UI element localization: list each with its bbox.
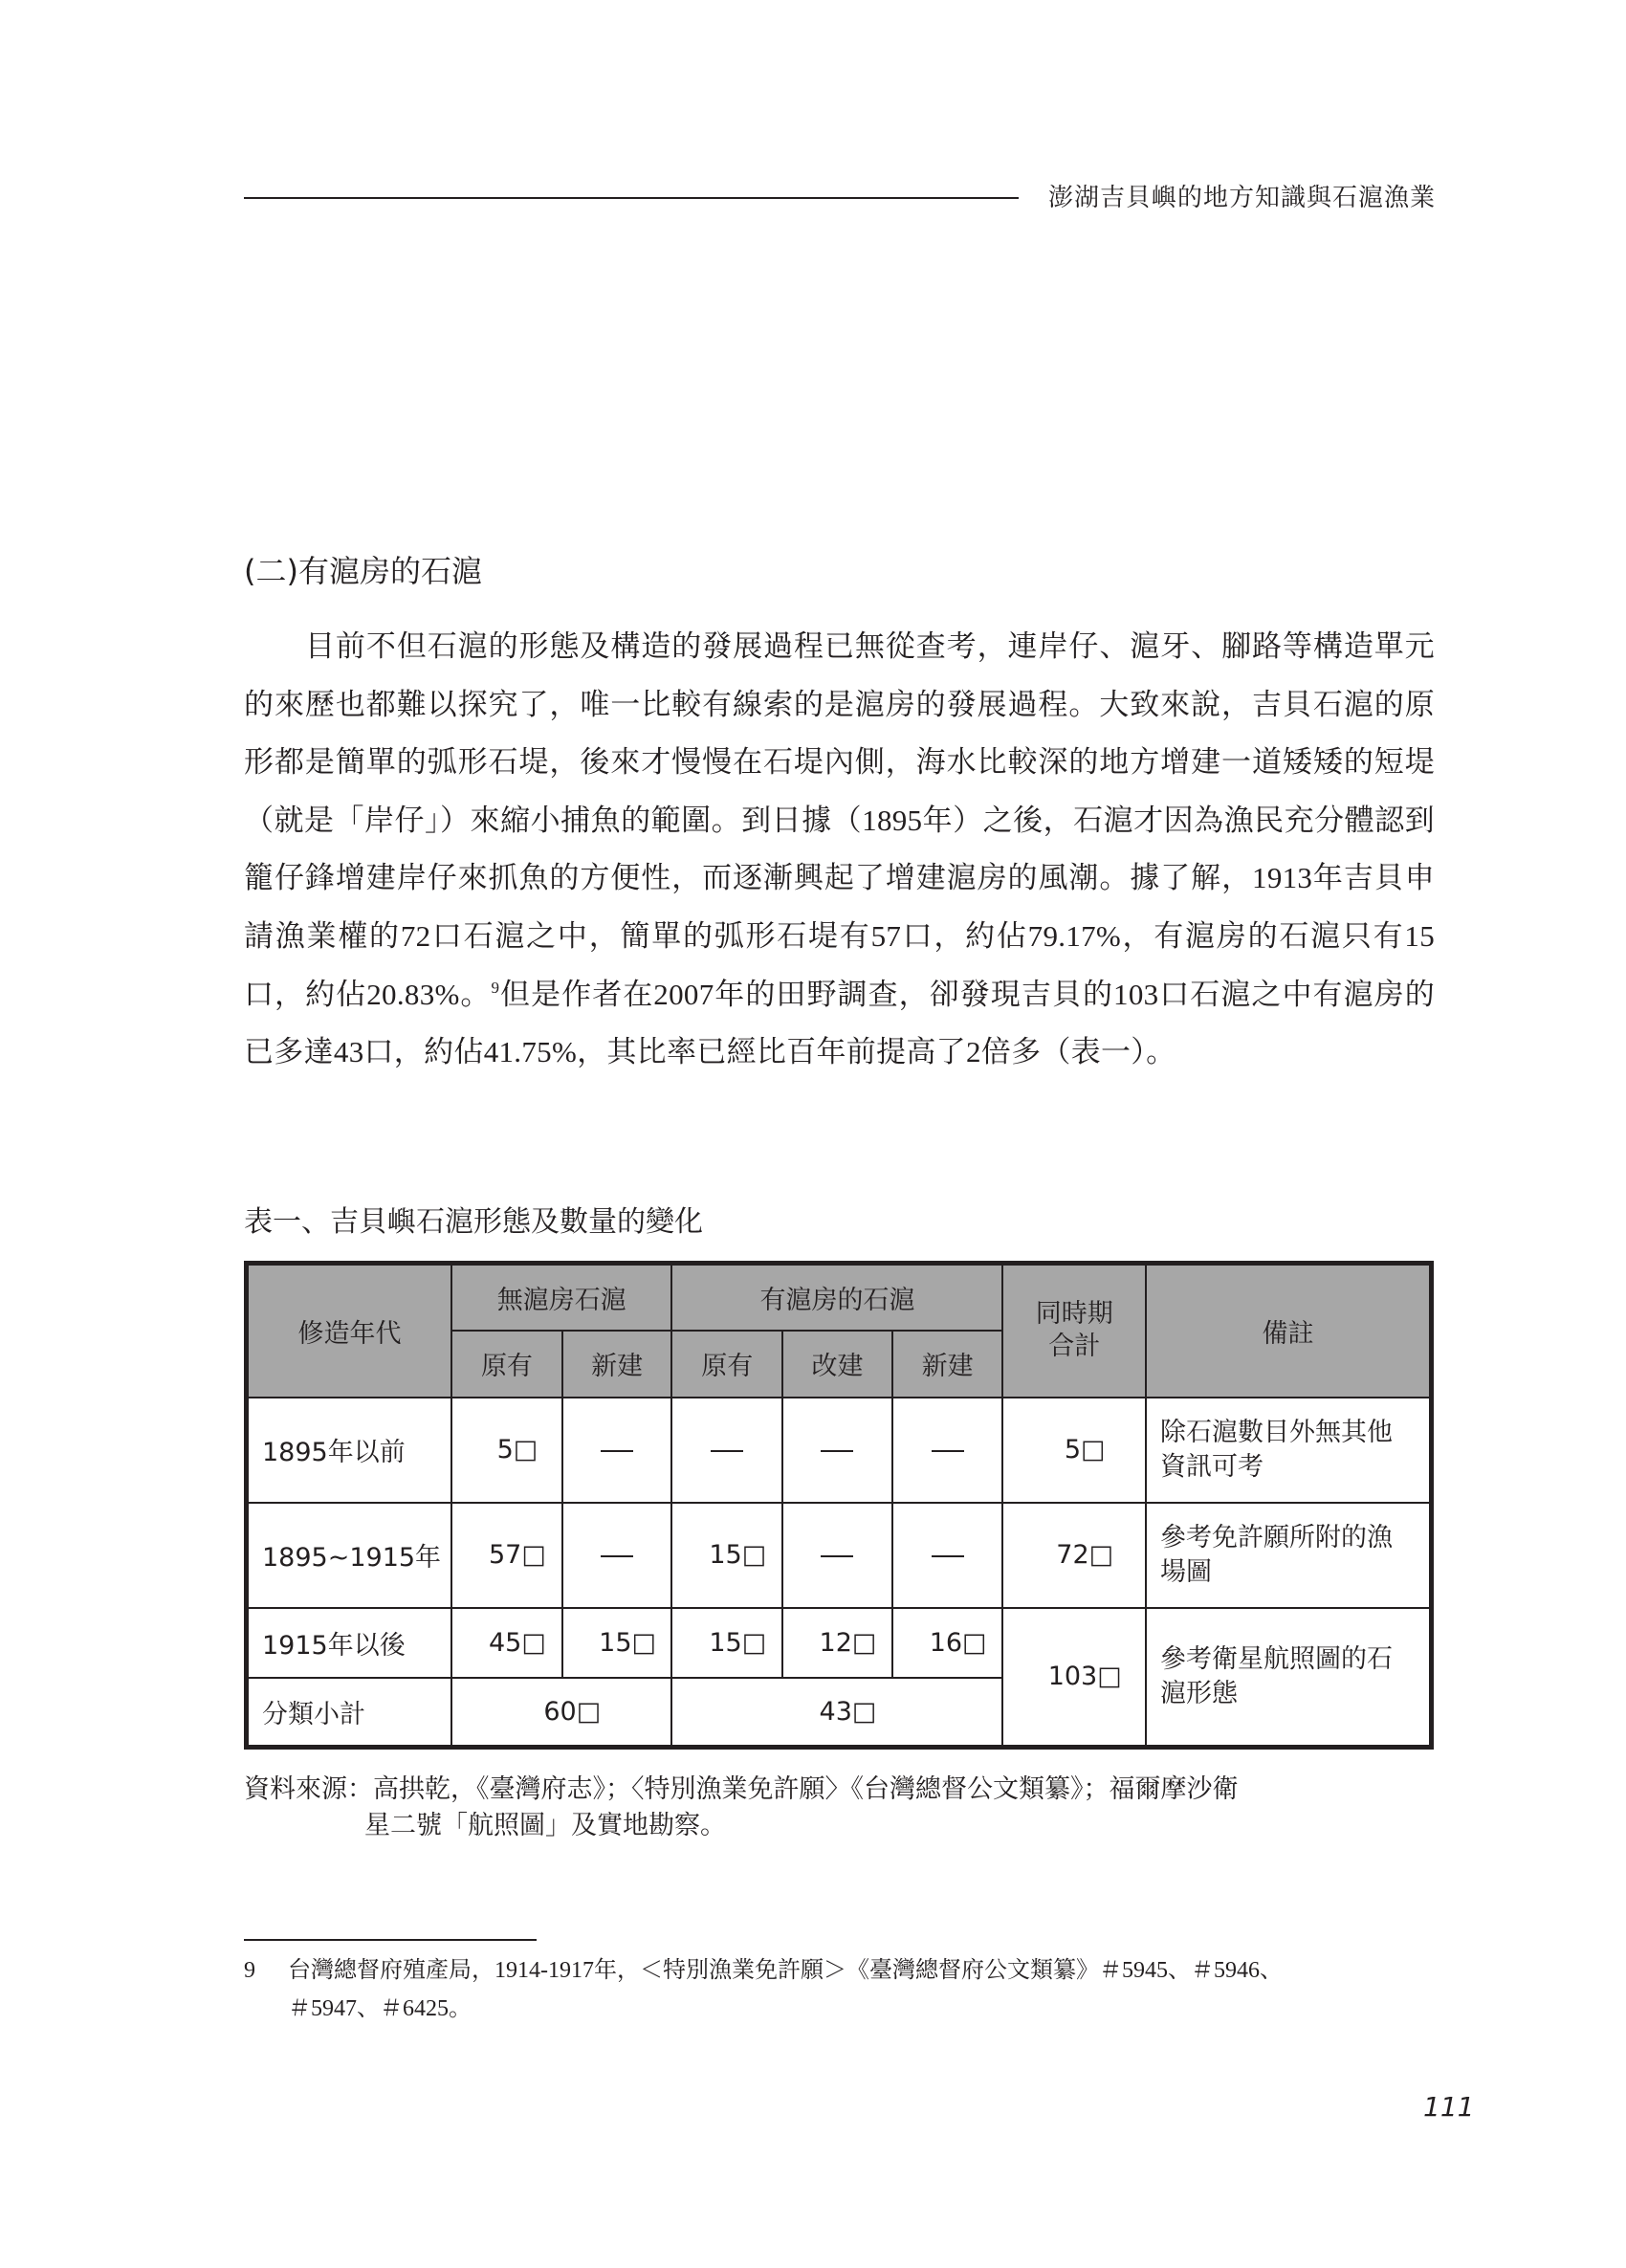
cell-value: 5□ — [451, 1398, 562, 1503]
subheader-original: 原有 — [451, 1331, 562, 1398]
footnote-line2: ＃5947、＃6425。 — [288, 1996, 472, 2021]
subheader-new: 新建 — [562, 1331, 672, 1398]
subheader-rebuilt: 改建 — [782, 1331, 892, 1398]
dash-mark — [821, 1450, 853, 1452]
cell-empty — [671, 1398, 782, 1503]
cell-total: 103□ — [1002, 1608, 1146, 1748]
dash-mark — [711, 1450, 743, 1452]
source-line2: 星二號「航照圖」及實地勘察。 — [364, 1811, 726, 1840]
row-period: 1915年以後 — [247, 1608, 452, 1678]
footnote-number: 9 — [244, 1958, 255, 1983]
cell-value: 15□ — [562, 1608, 672, 1678]
header-total — [1002, 1264, 1146, 1398]
header-group-with-house: 有滬房的石滬 — [671, 1264, 1002, 1331]
subtotal-with-house: 43□ — [671, 1678, 1002, 1748]
stone-weir-table — [244, 1261, 1434, 1750]
dash-mark — [932, 1555, 964, 1557]
header-remarks: 備註 — [1146, 1264, 1432, 1398]
subtotal-label: 分類小計 — [247, 1678, 452, 1748]
cell-empty — [892, 1398, 1003, 1503]
cell-empty — [782, 1503, 892, 1608]
dash-mark — [821, 1555, 853, 1557]
remark-line: 場圖 — [1159, 1556, 1212, 1587]
cell-value: 15□ — [671, 1608, 782, 1678]
cell-empty — [892, 1503, 1003, 1608]
remark-line: 除石滬數目外無其他 — [1159, 1417, 1393, 1447]
dash-mark — [601, 1450, 633, 1452]
body-text-part2: 但是作者在2007年的田野調查，卻發現吉貝的103口石滬之中有滬房的已多達43口，約佔41.75%，其比率已經比百年前提高了2倍多（表一）。 — [244, 977, 1435, 1069]
header-period: 修造年代 — [247, 1264, 452, 1398]
footnote-line1: 台灣總督府殖產局，1914-1917年，＜特別漁業免許願＞《臺灣總督府公文類纂》＃5945、＃5946、 — [288, 1958, 1283, 1983]
dash-mark — [601, 1555, 633, 1557]
source-line1: 資料來源：高拱乾，《臺灣府志》；〈特別漁業免許願〉《台灣總督公文類纂》；福爾摩沙衛 — [244, 1774, 1239, 1804]
table-header-row — [247, 1264, 1432, 1331]
running-header-title: 澎湖吉貝嶼的地方知識與石滬漁業 — [1048, 184, 1437, 212]
row-period: 1895年以前 — [247, 1398, 452, 1503]
cell-value: 57□ — [451, 1503, 562, 1608]
cell-empty — [782, 1398, 892, 1503]
cell-value: 15□ — [671, 1503, 782, 1608]
cell-value: 45□ — [451, 1608, 562, 1678]
remark-line: 滬形態 — [1159, 1678, 1238, 1708]
running-header-rule — [244, 197, 1019, 199]
cell-empty — [562, 1503, 672, 1608]
cell-empty — [562, 1398, 672, 1503]
subtotal-no-house: 60□ — [451, 1678, 671, 1748]
dash-mark — [932, 1450, 964, 1452]
section-heading: (二)有滬房的石滬 — [244, 553, 482, 589]
footnote-reference[interactable]: 9 — [491, 978, 500, 997]
remark-line: 參考免許願所附的漁 — [1159, 1522, 1393, 1552]
table-title: 表一、吉貝嶼石滬形態及數量的變化 — [244, 1205, 703, 1239]
header-group-no-house: 無滬房石滬 — [451, 1264, 671, 1331]
cell-total: 5□ — [1002, 1398, 1146, 1503]
row-period: 1895~1915年 — [247, 1503, 452, 1608]
body-paragraph — [244, 618, 1435, 1082]
table-row — [247, 1503, 1432, 1608]
body-text-part1: 目前不但石滬的形態及構造的發展過程已無從查考，連岸仔、滬牙、腳路等構造單元的來歷也都難以探究了，唯一比較有線索的是滬房的發展過程。大致來說，吉貝石滬的原形都是簡單的弧形石堤，後來才慢慢在石堤內側，海水比較深的地方增建一道矮矮的短堤（就是「岸仔」）來縮小捕魚的範圍。到日據（1895年）之後，石滬才因為漁民充分體認到籠仔鋒增建岸仔來抓魚的方便性，而逐漸興起了增建滬房的風潮。據了解，1913年吉貝申請漁業權的72口石滬之中，簡單的弧形石堤有57口，約佔79.17%，有滬房的石滬只有15口，約佔20.83%。 — [244, 629, 1435, 1011]
table-source-note — [244, 1772, 1439, 1844]
page-number: 111 — [1423, 2091, 1475, 2123]
cell-value: 12□ — [782, 1608, 892, 1678]
cell-total: 72□ — [1002, 1503, 1146, 1608]
cell-remark — [1146, 1398, 1432, 1503]
header-total-line1: 同時期 — [1035, 1299, 1113, 1330]
footnote — [244, 1951, 1439, 2028]
footnote-rule — [244, 1939, 537, 1941]
table-row — [247, 1608, 1432, 1678]
subheader-original: 原有 — [671, 1331, 782, 1398]
cell-value: 16□ — [892, 1608, 1003, 1678]
cell-remark — [1146, 1608, 1432, 1748]
table-row — [247, 1398, 1432, 1503]
cell-remark — [1146, 1503, 1432, 1608]
header-total-line2: 合計 — [1048, 1332, 1101, 1362]
subheader-new: 新建 — [892, 1331, 1003, 1398]
remark-line: 資訊可考 — [1159, 1451, 1263, 1482]
remark-line: 參考衛星航照圖的石 — [1159, 1643, 1393, 1674]
